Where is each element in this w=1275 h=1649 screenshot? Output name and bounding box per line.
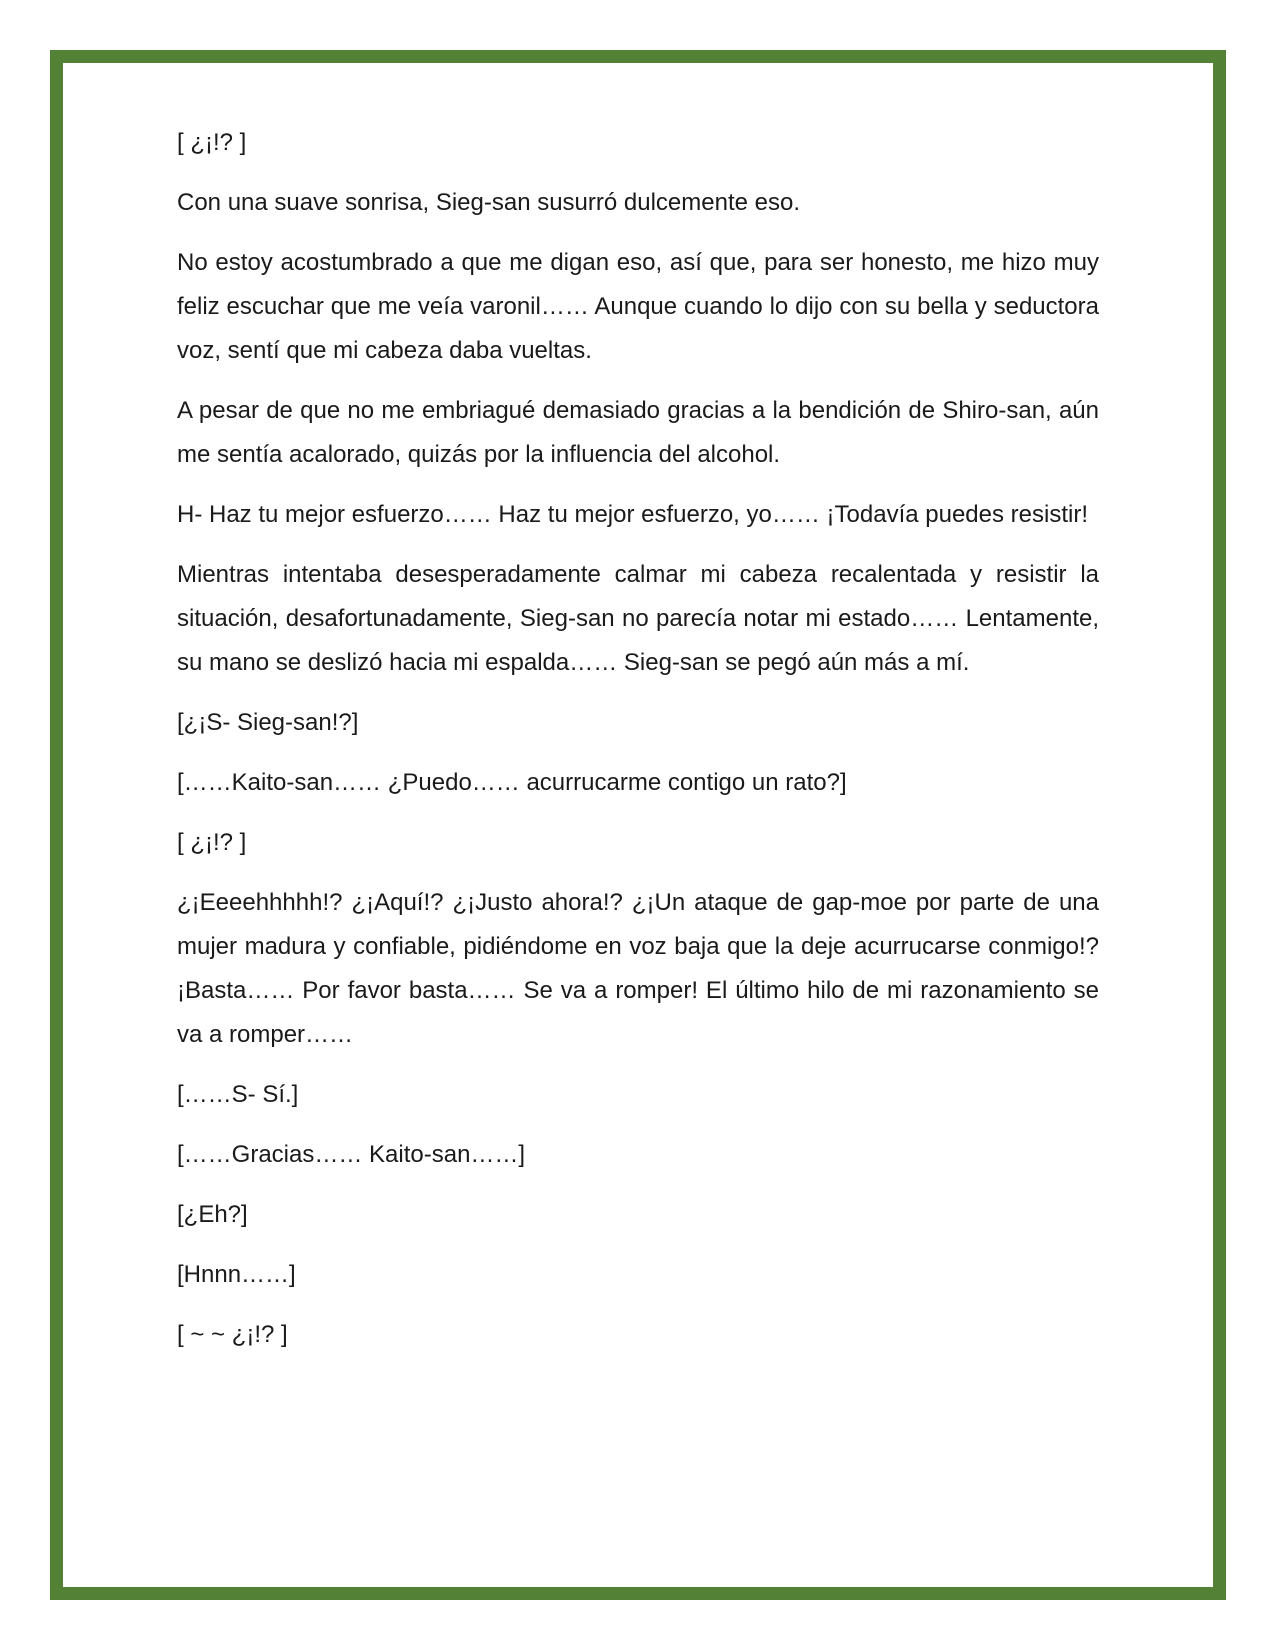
paragraph: No estoy acostumbrado a que me digan eso, así que, para ser honesto, me hizo muy feliz escuchar que me veía varonil…… Aunque cuando lo dijo con su bella y seductora voz, sentí que mi cabeza daba vueltas. [177,249,1099,364]
paragraph: [¿Eh?] [177,1201,248,1228]
paragraph: [¿¡S- Sieg-san!?] [177,709,359,736]
paragraph: Con una suave sonrisa, Sieg-san susurró dulcemente eso. [177,189,801,216]
paragraph: [……Kaito-san…… ¿Puedo…… acurrucarme contigo un rato?] [177,769,847,796]
paragraph: [……Gracias…… Kaito-san……] [177,1141,526,1168]
paragraph: [……S- Sí.] [177,1081,299,1108]
page-text [177,121,1099,1373]
paragraph: [ ~ ~ ¿¡!? ] [177,1321,288,1348]
paragraph: [ ¿¡!? ] [177,129,247,156]
paragraph: [ ¿¡!? ] [177,829,247,856]
paragraph: A pesar de que no me embriagué demasiado gracias a la bendición de Shiro-san, aún me sentía acalorado, quizás por la influencia del alcohol. [177,397,1099,468]
paragraph: ¿¡Eeeehhhhh!? ¿¡Aquí!? ¿¡Justo ahora!? ¿¡Un ataque de gap-moe por parte de una mujer madura y confiable, pidiéndome en voz baja que la deje acurrucarse conmigo!? ¡Basta…… Por favor basta…… Se va a romper! El último hilo de mi razonamiento se va a romper…… [177,889,1099,1048]
paragraph: [Hnnn……] [177,1261,296,1288]
paragraph: Mientras intentaba desesperadamente calmar mi cabeza recalentada y resistir la situación, desafortunadamente, Sieg-san no parecía notar mi estado…… Lentamente, su mano se deslizó hacia mi espalda…… Sieg-san se pegó aún más a mí. [177,561,1099,676]
paragraph: H- Haz tu mejor esfuerzo…… Haz tu mejor esfuerzo, yo…… ¡Todavía puedes resistir! [177,501,1088,528]
